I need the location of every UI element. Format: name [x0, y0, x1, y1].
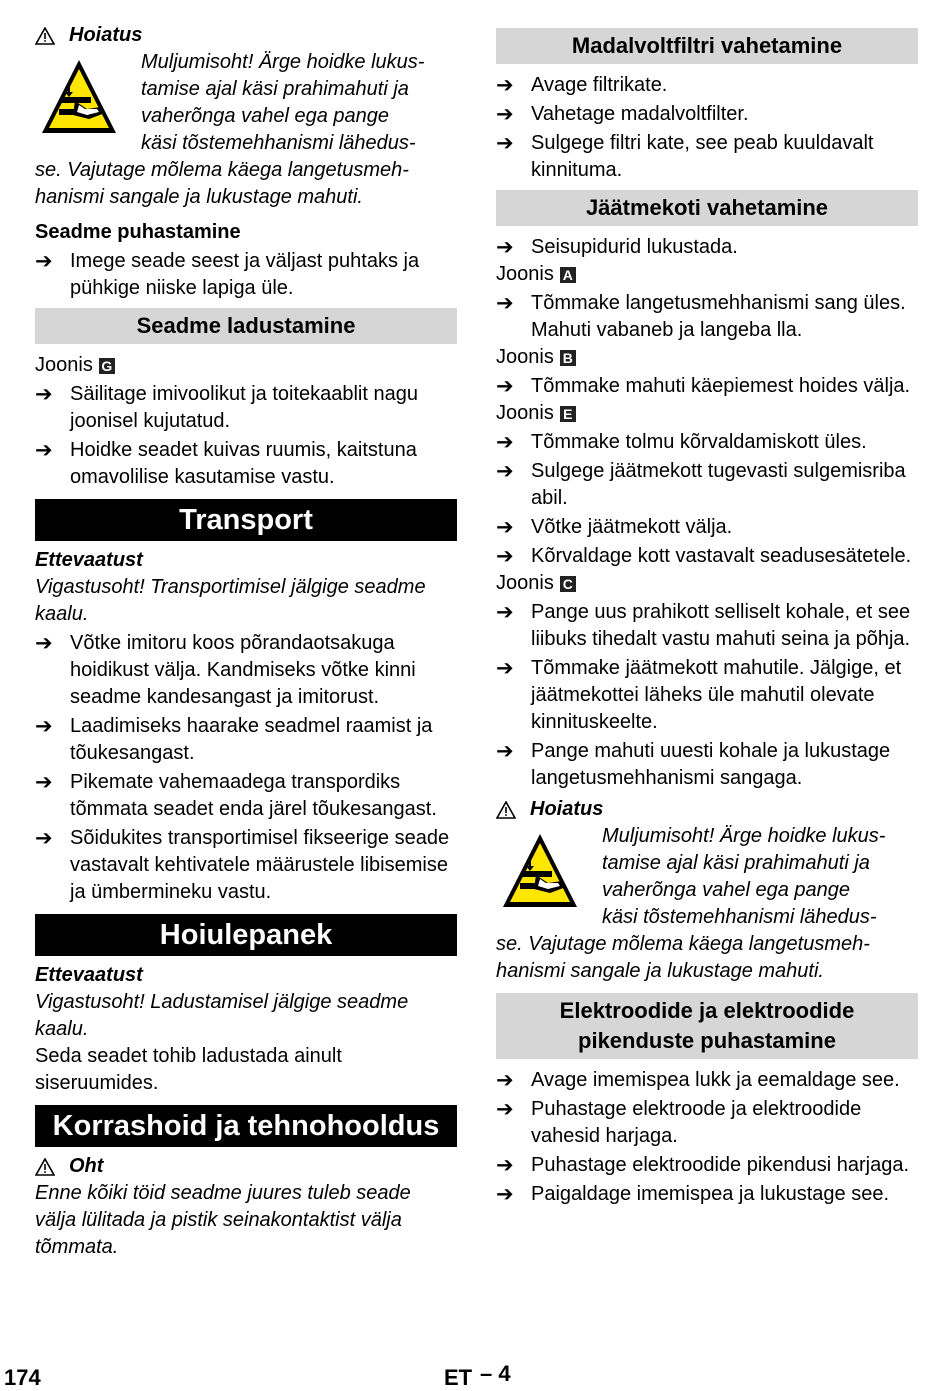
caution-title: Ettevaatust — [35, 549, 143, 571]
arrow-icon: ➔ — [496, 601, 514, 624]
figure-ref: Joonis G — [35, 352, 457, 379]
arrow-icon: ➔ — [496, 74, 514, 97]
arrow-icon: ➔ — [496, 740, 514, 763]
list-item: ➔ Avage imemispea lukk ja eemaldage see. — [496, 1069, 900, 1092]
section-heading: Madalvoltfiltri vahetamine — [496, 28, 918, 64]
caution-title: Ettevaatust — [35, 964, 143, 986]
arrow-icon: ➔ — [496, 1154, 514, 1177]
warning-title: Hoiatus — [35, 22, 457, 49]
figure-badge: G — [99, 358, 115, 374]
section-heading: Jäätmekoti vahetamine — [496, 190, 918, 226]
arrow-icon: ➔ — [496, 1098, 514, 1121]
chapter-heading: Transport — [35, 499, 457, 541]
list-item: ➔ Tõmmake tolmu kõrvaldamiskott üles. — [496, 431, 867, 454]
caution-text: Vigastusoht! Ladustamisel jälgige seadme kaalu. — [35, 991, 409, 1040]
arrow-icon: ➔ — [496, 1183, 514, 1206]
left-column — [35, 22, 457, 1261]
arrow-icon: ➔ — [35, 632, 53, 655]
list-item: ➔ Laadimiseks haarake seadmel raamist ja tõukesangast. — [35, 713, 457, 767]
arrow-icon: ➔ — [496, 1069, 514, 1092]
crush-hazard-icon — [500, 831, 580, 911]
list-item: ➔ Paigaldage imemispea ja lukustage see. — [496, 1183, 889, 1206]
arrow-icon: ➔ — [496, 132, 514, 155]
warning-title: Hoiatus — [496, 796, 918, 823]
arrow-icon: ➔ — [496, 103, 514, 126]
caution-text: Vigastusoht! Transportimisel jälgige seadme kaalu. — [35, 576, 426, 625]
warning-triangle-icon — [35, 1158, 55, 1176]
warning-text: Muljumisoht! Ärge hoidke lukus- tamise ajal käsi prahimahuti ja vaherõnga vahel ega pange käsi tõstemehhanismi lähedus- — [602, 825, 886, 928]
list-item: ➔ Pange mahuti uuesti kohale ja lukustage langetusmehhanismi sangaga. — [496, 738, 918, 792]
list-item: ➔ Võtke imitoru koos põrandaotsakuga hoidikust välja. Kandmiseks võtke kinni seadme kandesangast ja imitorust. — [35, 630, 457, 711]
list-item: ➔ Puhastage elektroode ja elektroodide vahesid harjaga. — [496, 1096, 918, 1150]
list-item: ➔ Imege seade seest ja väljast puhtaks ja pühkige niiske lapiga üle. — [35, 248, 457, 302]
warning-triangle-icon — [35, 27, 55, 45]
figure-ref: Joonis A — [496, 261, 918, 288]
list-item: ➔ Kõrvaldage kott vastavalt seadusesätetele. — [496, 545, 912, 568]
list-item: ➔ Võtke jäätmekott välja. — [496, 516, 733, 539]
arrow-icon: ➔ — [496, 460, 514, 483]
list-item: ➔ Sulgege jäätmekott tugevasti sulgemisriba abil. — [496, 458, 918, 512]
crush-hazard-icon — [39, 57, 119, 137]
list-item: ➔ Puhastage elektroodide pikendusi harjaga. — [496, 1154, 910, 1177]
warning-block: Hoiatus Muljumisoht! Ärge hoidke lukus- tamise ajal käsi prahimahuti ja vaherõnga vahel ega pange käsi tõstemehhanismi lähedus- se. Vajutage mõlema käega langetusmeh- hanismi sangale ja lukustage mahuti. — [496, 796, 918, 985]
arrow-icon: ➔ — [35, 827, 53, 850]
page-number: 174 — [4, 1365, 41, 1390]
figure-ref: Joonis E — [496, 400, 918, 427]
chapter-heading: Korrashoid ja tehnohooldus — [35, 1105, 457, 1147]
figure-badge: B — [560, 350, 576, 366]
list-item: ➔ Avage filtrikate. — [496, 74, 668, 97]
arrow-icon: ➔ — [496, 236, 514, 259]
section-heading: Seadme ladustamine — [35, 308, 457, 344]
figure-badge: A — [560, 267, 576, 283]
danger-text: Enne kõiki töid seadme juures tuleb seade välja lülitada ja pistik seinakontaktist välja tõmmata. — [35, 1182, 411, 1258]
list-item: ➔ Sulgege filtri kate, see peab kuuldavalt kinnituma. — [496, 130, 918, 184]
section-heading: Elektroodide ja elektroodide pikenduste puhastamine — [496, 993, 918, 1059]
arrow-icon: ➔ — [35, 715, 53, 738]
chapter-heading: Hoiulepanek — [35, 914, 457, 956]
cleaning-heading: Seadme puhastamine — [35, 221, 241, 243]
arrow-icon: ➔ — [35, 771, 53, 794]
figure-ref: Joonis C — [496, 570, 918, 597]
arrow-icon: ➔ — [496, 657, 514, 680]
arrow-icon: ➔ — [496, 375, 514, 398]
warning-text: Muljumisoht! Ärge hoidke lukus- tamise ajal käsi prahimahuti ja vaherõnga vahel ega pange käsi tõstemehhanismi lähedus- — [141, 51, 425, 154]
arrow-icon: ➔ — [496, 431, 514, 454]
list-item: ➔ Tõmmake jäätmekott mahutile. Jälgige, et jäätmekottei läheks üle mahutil olevate kinnituskeelte. — [496, 655, 918, 736]
figure-ref: Joonis B — [496, 344, 918, 371]
section-page-number: – 4 — [480, 1361, 511, 1386]
figure-badge: C — [560, 576, 576, 592]
arrow-icon: ➔ — [496, 516, 514, 539]
arrow-icon: ➔ — [35, 383, 53, 406]
arrow-icon: ➔ — [496, 545, 514, 568]
warning-triangle-icon — [496, 801, 516, 819]
list-item: ➔ Seisupidurid lukustada. — [496, 236, 738, 259]
warning-block: Hoiatus Muljumisoht! Ärge hoidke lukus- tamise ajal käsi prahimahuti ja vaherõnga vahel ega pange käsi tõstemehhanismi lähedus- se. Vajutage mõlema käega langetusmeh- hanismi sangale ja lukustage mahuti. — [35, 22, 457, 211]
list-item: ➔ Säilitage imivoolikut ja toitekaablit nagu joonisel kujutatud. — [35, 381, 457, 435]
list-item: ➔ Tõmmake mahuti käepiemest hoides välja. — [496, 375, 911, 398]
list-item: ➔ Tõmmake langetusmehhanismi sang üles. Mahuti vabaneb ja langeba lla. — [496, 290, 918, 344]
list-item: ➔ Sõidukites transportimisel fikseerige seade vastavalt kehtivatele määrustele libisemise ja ümbermineku vastu. — [35, 825, 457, 906]
arrow-icon: ➔ — [35, 439, 53, 462]
list-item: ➔ Hoidke seadet kuivas ruumis, kaitstuna omavolilise kasutamise vastu. — [35, 437, 457, 491]
body-text: Seda seadet tohib ladustada ainult siseruumides. — [35, 1045, 342, 1094]
list-item: ➔ Vahetage madalvoltfilter. — [496, 103, 749, 126]
language-code: ET — [444, 1365, 473, 1390]
list-item: ➔ Pikemate vahemaadega transpordiks tõmmata seadet enda järel tõukesangast. — [35, 769, 457, 823]
danger-title: Oht — [35, 1153, 457, 1180]
list-item: ➔ Pange uus prahikott selliselt kohale, et see liibuks tihedalt vastu mahuti seina ja põhja. — [496, 599, 918, 653]
arrow-icon: ➔ — [496, 292, 514, 315]
arrow-icon: ➔ — [35, 250, 53, 273]
figure-badge: E — [560, 406, 576, 422]
right-column — [496, 28, 918, 1208]
